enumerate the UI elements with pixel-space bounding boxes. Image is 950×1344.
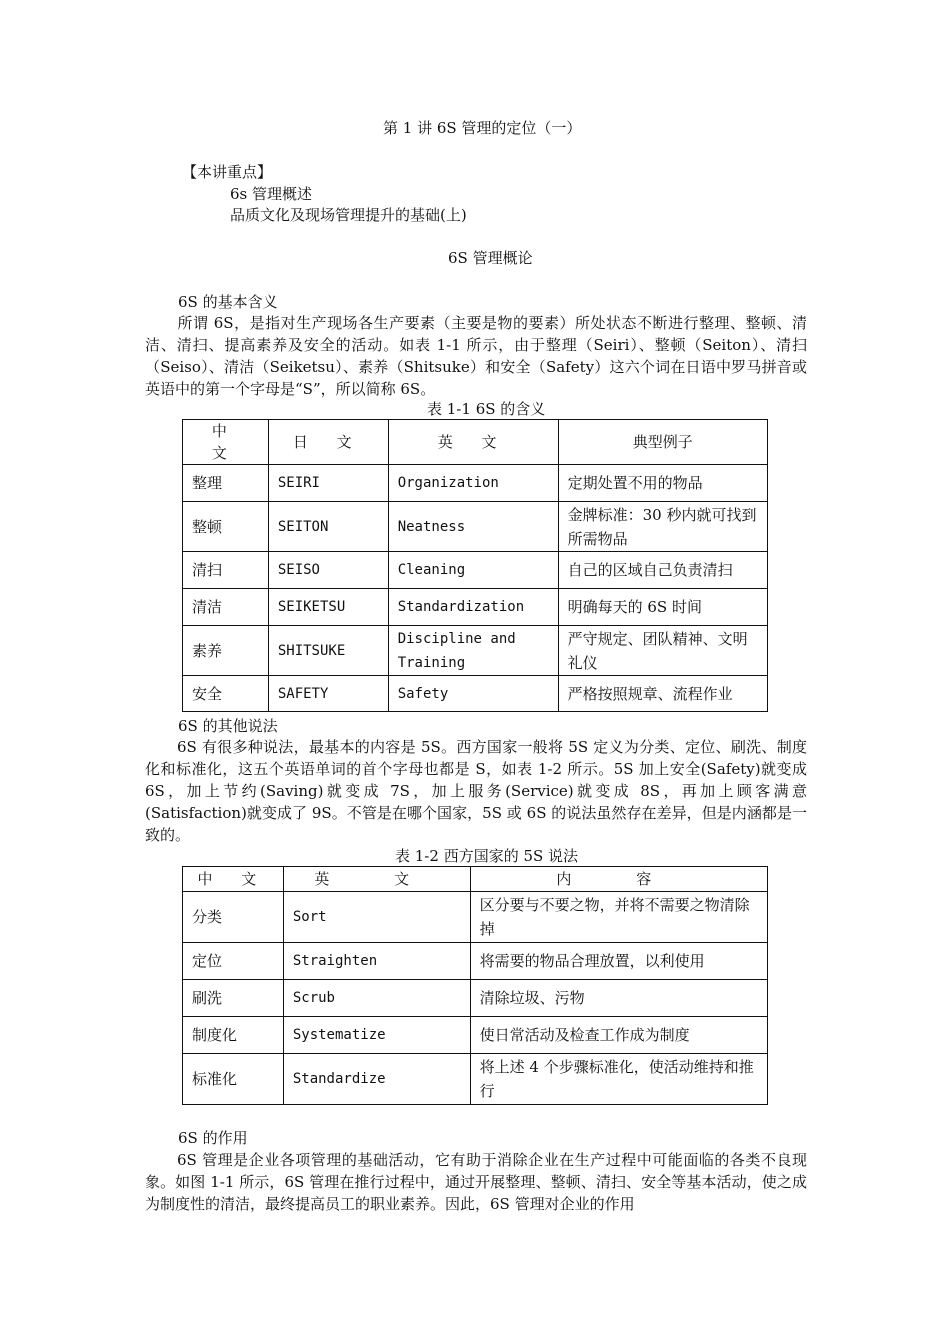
table-row xyxy=(183,1054,768,1105)
table-row xyxy=(183,552,768,589)
table-row xyxy=(183,892,768,943)
table-row xyxy=(183,943,768,980)
table-cell: 整顿 xyxy=(183,502,269,552)
other-names-heading: 6S 的其他说法 xyxy=(178,717,278,735)
table-cell: 整理 xyxy=(183,465,269,502)
table-cell: 严格按照规章、流程作业 xyxy=(558,676,767,712)
table-cell: 严守规定、团队精神、文明礼仪 xyxy=(558,626,767,676)
table1-header-cell: 日 文 xyxy=(268,420,388,465)
table-cell: 将上述 4 个步骤标准化，使活动维持和推行 xyxy=(470,1054,767,1105)
role-heading: 6S 的作用 xyxy=(178,1129,248,1147)
table2-header-cell: 内 容 xyxy=(470,867,767,892)
table-cell: 安全 xyxy=(183,676,269,712)
table-row xyxy=(183,589,768,626)
table-cell: 使日常活动及检查工作成为制度 xyxy=(470,1017,767,1054)
table-cell: Standardize xyxy=(283,1054,470,1105)
table-row xyxy=(183,502,768,552)
table-row xyxy=(183,676,768,712)
table1-header-cell: 典型例子 xyxy=(558,420,767,465)
table2 xyxy=(182,866,768,1105)
table-cell: 分类 xyxy=(183,892,284,943)
table-cell: Organization xyxy=(388,465,558,502)
table-cell: 将需要的物品合理放置，以利使用 xyxy=(470,943,767,980)
key-point-item: 6s 管理概述 xyxy=(230,185,313,203)
table1-caption: 表 1-1 6S 的含义 xyxy=(427,400,546,418)
table-cell: 清除垃圾、污物 xyxy=(470,980,767,1017)
section-title: 6S 管理概论 xyxy=(448,249,533,267)
table-cell: Neatness xyxy=(388,502,558,552)
table-cell: SEIKETSU xyxy=(268,589,388,626)
other-names-paragraph: 6S 有很多种说法，最基本的内容是 5S。西方国家一般将 5S 定义为分类、定位、刷洗、制度化和标准化，这五个英语单词的首个字母也都是 S，如表 1-2 所示。5S 加上安全(Safety)就变成 6S，加上节约(Saving)就变成 7S，加上服务(Service)就变成 8S，再加上顾客满意(Satisfaction)就变成了 9S。不管是在哪个国家，5S 或 6S 的说法虽然存在差异，但是内涵都是一致的。 xyxy=(145,738,807,844)
table-cell: 定期处置不用的物品 xyxy=(558,465,767,502)
table1 xyxy=(182,419,768,712)
table-cell: 区分要与不要之物，并将不需要之物清除掉 xyxy=(470,892,767,943)
table2-header-cell: 中 文 xyxy=(183,867,284,892)
table-cell: SEIRI xyxy=(268,465,388,502)
table-cell: 定位 xyxy=(183,943,284,980)
table-cell: SEITON xyxy=(268,502,388,552)
table-row xyxy=(183,980,768,1017)
table-cell: Straighten xyxy=(283,943,470,980)
table1-header-row xyxy=(183,420,768,465)
table-cell: SAFETY xyxy=(268,676,388,712)
table-cell: SHITSUKE xyxy=(268,626,388,676)
key-points-heading: 【本讲重点】 xyxy=(182,163,273,181)
table-cell: SEISO xyxy=(268,552,388,589)
table-cell: Scrub xyxy=(283,980,470,1017)
key-point-item: 品质文化及现场管理提升的基础(上) xyxy=(230,206,467,224)
lecture-title: 第 1 讲 6S 管理的定位（一） xyxy=(383,119,582,137)
table-cell: Systematize xyxy=(283,1017,470,1054)
table-cell: 自己的区域自己负责清扫 xyxy=(558,552,767,589)
table-cell: Safety xyxy=(388,676,558,712)
table-row xyxy=(183,465,768,502)
table-cell: 素养 xyxy=(183,626,269,676)
table-cell: Cleaning xyxy=(388,552,558,589)
table-cell: Sort xyxy=(283,892,470,943)
table-cell: 金牌标准：30 秒内就可找到所需物品 xyxy=(558,502,767,552)
table2-header-cell: 英 文 xyxy=(283,867,470,892)
table2-caption: 表 1-2 西方国家的 5S 说法 xyxy=(395,847,579,865)
basic-meaning-heading: 6S 的基本含义 xyxy=(178,293,278,311)
table1-header-cell: 中 文 xyxy=(183,420,269,465)
table-cell: 刷洗 xyxy=(183,980,284,1017)
table-cell: 制度化 xyxy=(183,1017,284,1054)
table-row xyxy=(183,1017,768,1054)
table-cell: Standardization xyxy=(388,589,558,626)
table-cell: 清洁 xyxy=(183,589,269,626)
role-paragraph: 6S 管理是企业各项管理的基础活动，它有助于消除企业在生产过程中可能面临的各类不良现象。如图 1-1 所示，6S 管理在推行过程中，通过开展整理、整顿、清扫、安全等基本活动，使之成为制度性的清洁，最终提高员工的职业素养。因此，6S 管理对企业的作用 xyxy=(145,1151,807,1213)
table-cell: 明确每天的 6S 时间 xyxy=(558,589,767,626)
table1-header-cell: 英 文 xyxy=(388,420,558,465)
table2-header-row xyxy=(183,867,768,892)
table-cell: 清扫 xyxy=(183,552,269,589)
table-cell: 标准化 xyxy=(183,1054,284,1105)
table-cell: Discipline and Training xyxy=(388,626,558,676)
table-row xyxy=(183,626,768,676)
basic-meaning-paragraph: 所谓 6S，是指对生产现场各生产要素（主要是物的要素）所处状态不断进行整理、整顿、清洁、清扫、提高素养及安全的活动。如表 1-1 所示，由于整理（Seiri）、整顿（Seiton）、清扫（Seiso）、清洁（Seiketsu）、素养（Shitsuke）和安全（Safety）这六个词在日语中罗马拼音或英语中的第一个字母是“S”，所以简称 6S。 xyxy=(145,314,807,398)
